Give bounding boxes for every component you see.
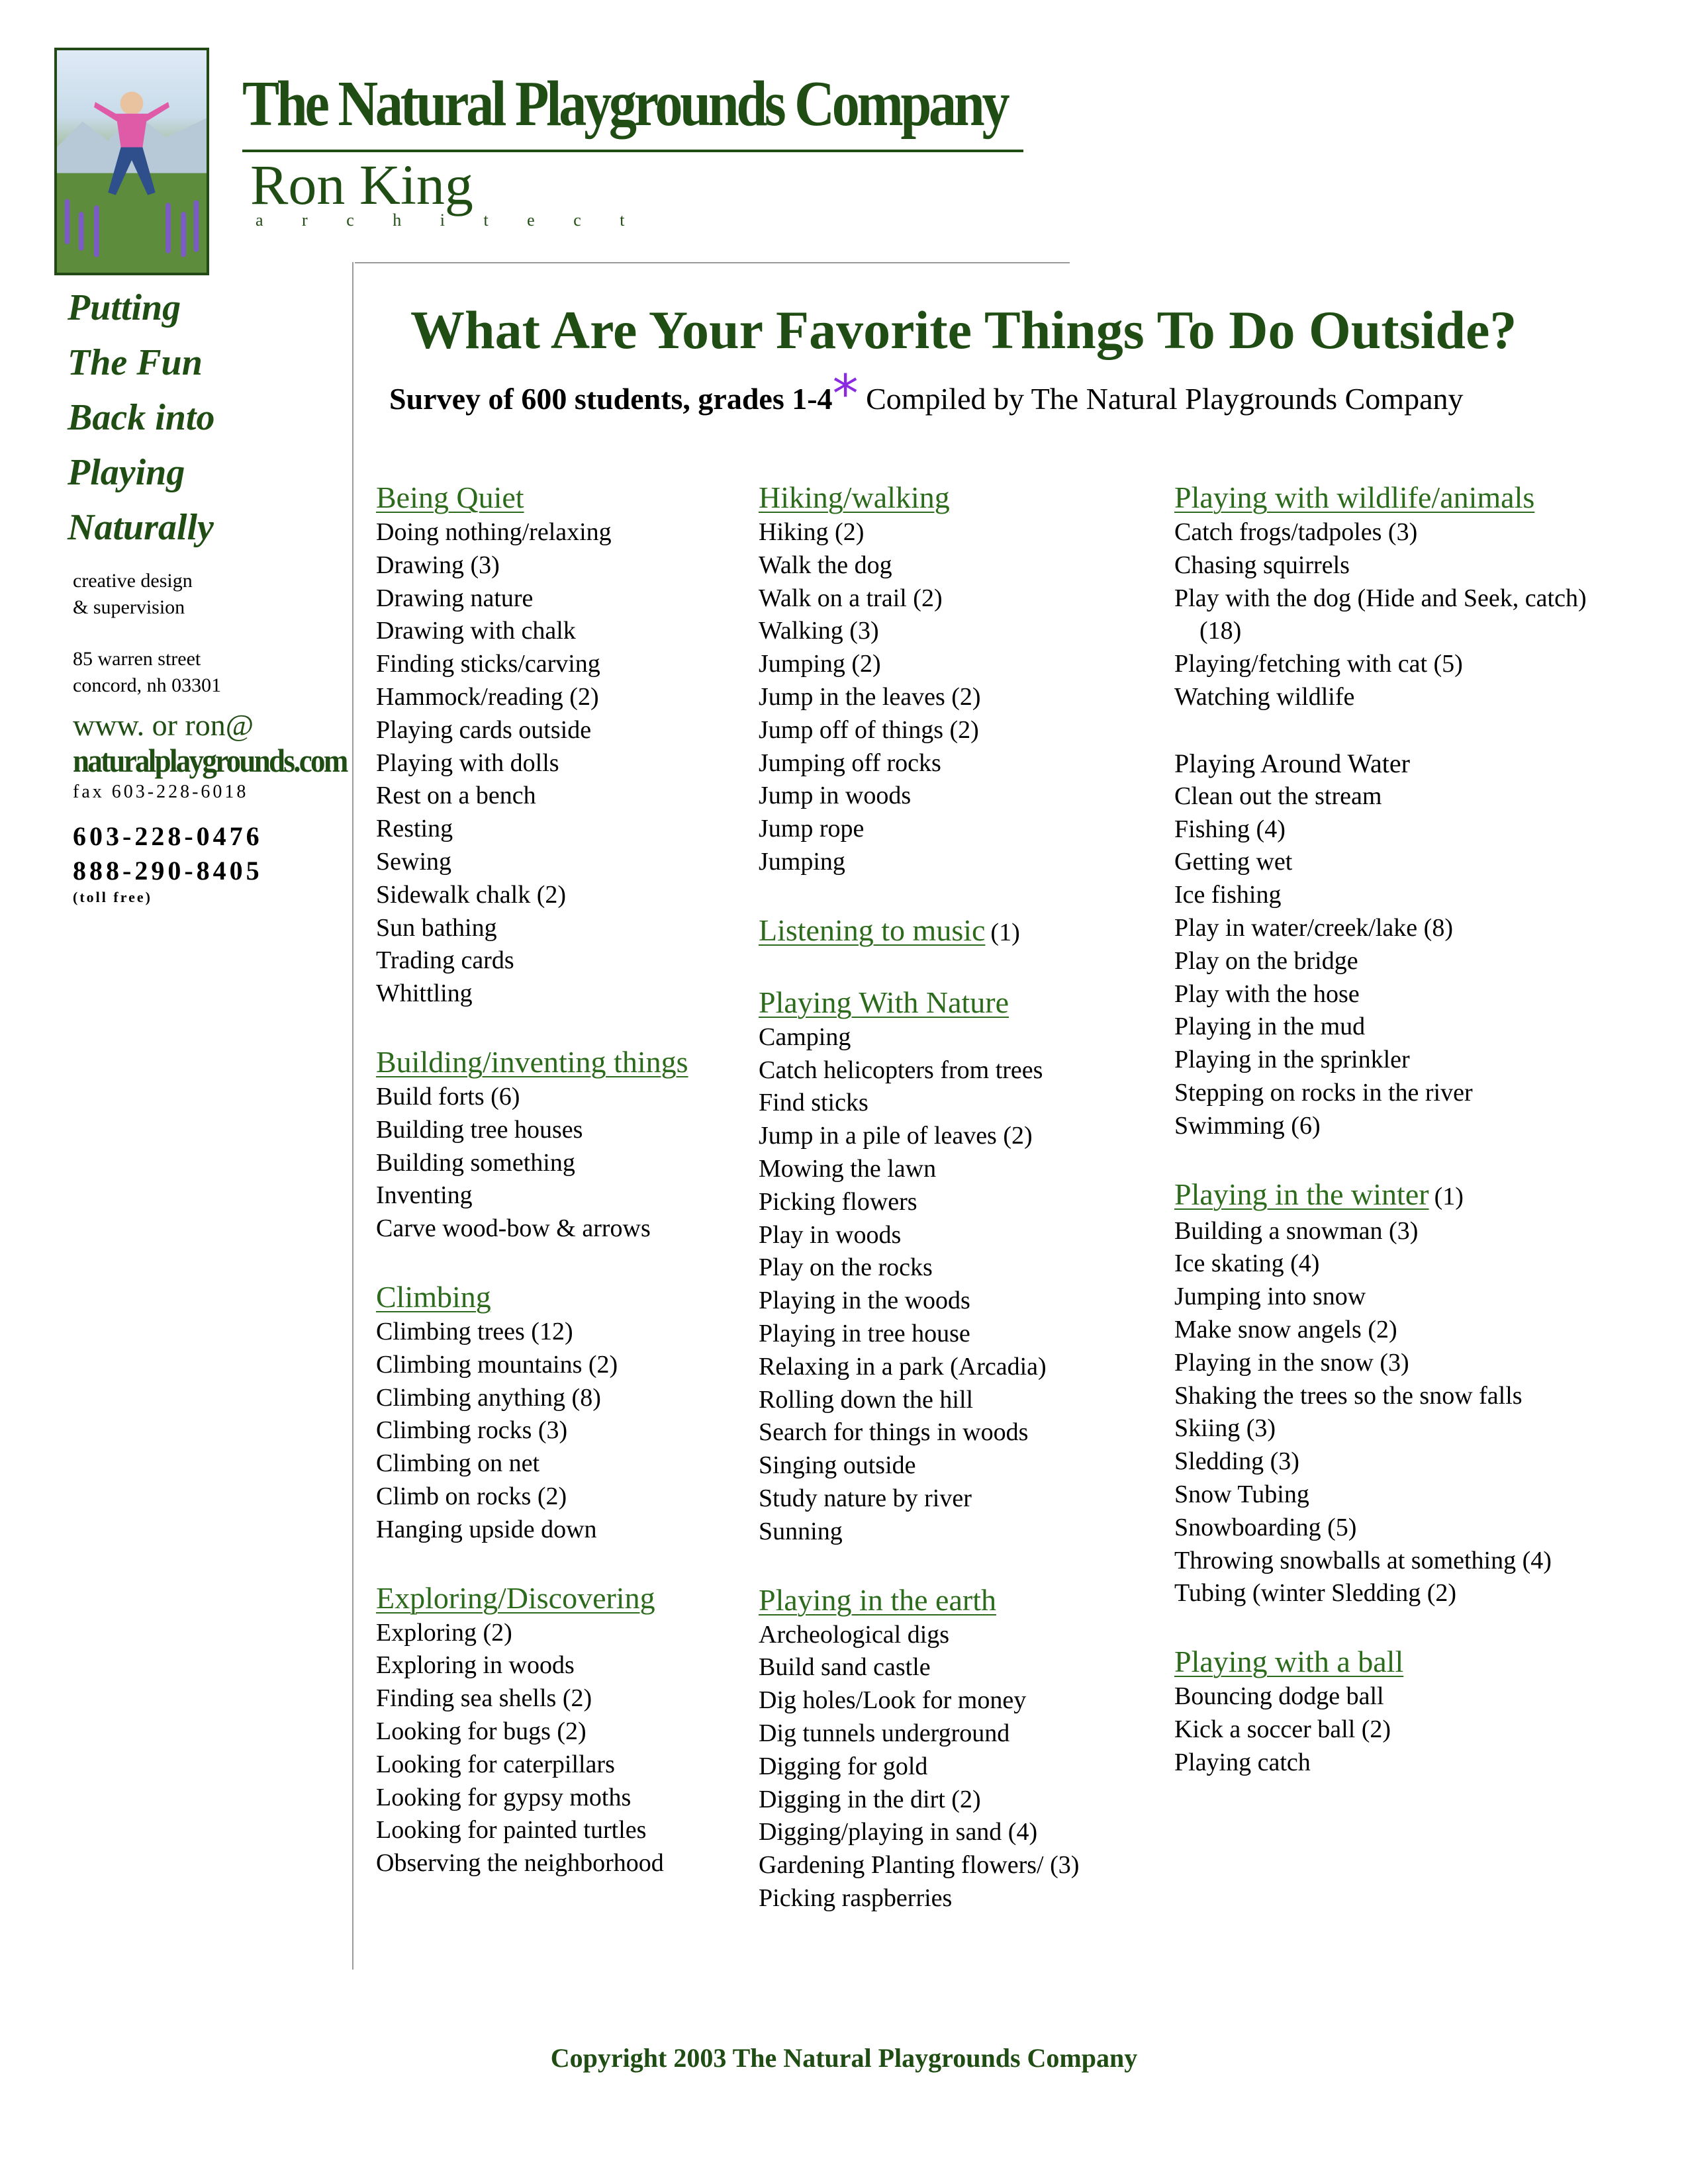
list-item: Play with the hose bbox=[1174, 979, 1360, 1008]
category bbox=[376, 1044, 688, 1246]
category-title: Being Quiet bbox=[376, 480, 524, 514]
list-item: Playing catch bbox=[1174, 1748, 1311, 1776]
list-item: Exploring in woods bbox=[376, 1651, 575, 1680]
list-item: Building a snowman (3) bbox=[1174, 1216, 1419, 1245]
category bbox=[376, 1580, 688, 1880]
category bbox=[376, 1279, 688, 1547]
list-item: Dig holes/Look for money bbox=[759, 1686, 1027, 1715]
page-title: What Are Your Favorite Things To Do Outside? bbox=[410, 300, 1517, 360]
category-heading bbox=[376, 1580, 688, 1617]
page-subtitle bbox=[389, 364, 1464, 426]
list-item: Jump in woods bbox=[759, 782, 912, 810]
company-name: The Natural Playgrounds Company bbox=[242, 68, 1008, 140]
list-item: Finding sticks/carving bbox=[376, 650, 600, 678]
category-title: Playing With Nature bbox=[759, 985, 1009, 1019]
list-item: Playing with dolls bbox=[376, 749, 559, 777]
list-item: Sunning bbox=[759, 1517, 843, 1545]
list-item: Swimming (6) bbox=[1174, 1111, 1321, 1140]
category bbox=[376, 479, 688, 1011]
list-item: Ice fishing bbox=[1174, 881, 1282, 909]
header-rule bbox=[242, 150, 1023, 152]
fax-number: fax 603-228-6018 bbox=[73, 782, 249, 802]
list-item: Sidewalk chalk (2) bbox=[376, 880, 567, 909]
list-item: Trading cards bbox=[376, 946, 514, 975]
address-line: concord, nh 03301 bbox=[73, 674, 222, 696]
category-count: (1) bbox=[1434, 1182, 1464, 1210]
list-item: Picking flowers bbox=[759, 1187, 917, 1216]
list-item: Relaxing in a park (Arcadia) bbox=[759, 1352, 1047, 1381]
category-heading bbox=[759, 984, 1079, 1021]
category bbox=[759, 912, 1079, 951]
tagline bbox=[68, 281, 214, 555]
category-heading bbox=[376, 479, 688, 516]
list-item: Looking for gypsy moths bbox=[376, 1783, 632, 1811]
top-divider bbox=[355, 262, 1070, 263]
person-name: Ron King bbox=[250, 153, 473, 216]
list-item: Looking for painted turtles bbox=[376, 1816, 647, 1844]
list-item: Looking for caterpillars bbox=[376, 1750, 615, 1778]
category-title: Exploring/Discovering bbox=[376, 1580, 655, 1615]
logo-photo bbox=[54, 48, 209, 275]
list-item: Digging/playing in sand (4) bbox=[759, 1818, 1038, 1846]
category bbox=[1174, 1176, 1587, 1611]
list-item: Rolling down the hill bbox=[759, 1385, 974, 1414]
list-item: Rest on a bench bbox=[376, 782, 536, 810]
tagline-line: Back into bbox=[68, 397, 215, 438]
list-item: Search for things in woods bbox=[759, 1418, 1029, 1447]
list-item: Study nature by river bbox=[759, 1484, 972, 1512]
list-item: Tubing (winter Sledding (2) bbox=[1174, 1579, 1457, 1608]
list-item: Climbing mountains (2) bbox=[376, 1350, 618, 1379]
list-item: Play in woods bbox=[759, 1220, 902, 1249]
list-item: Dig tunnels underground bbox=[759, 1719, 1010, 1747]
list-item: Playing in the snow (3) bbox=[1174, 1348, 1409, 1377]
list-item: Fishing (4) bbox=[1174, 815, 1286, 843]
website-domain[interactable]: naturalplaygrounds.com bbox=[73, 742, 347, 779]
category-heading bbox=[1174, 479, 1587, 516]
list-item: Climb on rocks (2) bbox=[376, 1482, 567, 1510]
toll-free-label: (toll free) bbox=[73, 889, 152, 905]
list-item: Catch frogs/tadpoles (3) bbox=[1174, 518, 1418, 546]
list-item: Play on the bridge bbox=[1174, 946, 1358, 975]
list-item: Sledding (3) bbox=[1174, 1447, 1299, 1476]
category bbox=[1174, 1643, 1587, 1779]
services-line: & supervision bbox=[73, 596, 185, 618]
list-item: Build sand castle bbox=[759, 1653, 931, 1682]
category-title: Climbing bbox=[376, 1279, 491, 1314]
list-item: Playing in the sprinkler bbox=[1174, 1046, 1410, 1074]
list-item: Bouncing dodge ball bbox=[1174, 1682, 1384, 1711]
list-item: Skiing (3) bbox=[1174, 1414, 1276, 1443]
tagline-line: Putting bbox=[68, 287, 181, 328]
list-item: Build forts (6) bbox=[376, 1082, 520, 1111]
list-item: Jumping (2) bbox=[759, 650, 881, 678]
category-heading bbox=[1174, 1643, 1587, 1680]
list-item: Digging for gold bbox=[759, 1752, 928, 1780]
list-item: Jump in the leaves (2) bbox=[759, 682, 981, 711]
list-item: Find sticks bbox=[759, 1089, 868, 1117]
list-item: Digging in the dirt (2) bbox=[759, 1785, 981, 1813]
category-heading bbox=[1174, 1176, 1587, 1215]
list-item: Hammock/reading (2) bbox=[376, 682, 599, 711]
list-item: Doing nothing/relaxing bbox=[376, 518, 612, 546]
category-heading bbox=[376, 1279, 688, 1316]
list-item: Playing in tree house bbox=[759, 1319, 970, 1347]
list-item: Climbing rocks (3) bbox=[376, 1416, 568, 1445]
list-item: Drawing nature bbox=[376, 584, 534, 612]
list-item: Getting wet bbox=[1174, 848, 1293, 876]
list-item: Jump in a pile of leaves (2) bbox=[759, 1122, 1033, 1150]
column-1 bbox=[376, 479, 688, 1913]
category-heading bbox=[759, 912, 1079, 951]
list-item: (18) bbox=[1199, 617, 1242, 645]
website-line[interactable]: www. or ron@ bbox=[73, 708, 254, 742]
list-item: Playing cards outside bbox=[376, 715, 592, 744]
list-item: Walk on a trail (2) bbox=[759, 584, 943, 612]
list-item: Resting bbox=[376, 815, 453, 843]
list-item: Exploring (2) bbox=[376, 1618, 512, 1647]
list-item: Jumping off rocks bbox=[759, 749, 941, 777]
list-item: Snowboarding (5) bbox=[1174, 1513, 1357, 1541]
list-item: Make snow angels (2) bbox=[1174, 1315, 1397, 1343]
list-item: Jumping into snow bbox=[1174, 1283, 1366, 1311]
list-item: Clean out the stream bbox=[1174, 782, 1382, 810]
category bbox=[759, 984, 1079, 1549]
list-item: Throwing snowballs at something (4) bbox=[1174, 1546, 1552, 1574]
category-heading bbox=[759, 1582, 1079, 1619]
list-item: Ice skating (4) bbox=[1174, 1250, 1320, 1278]
list-item: Jumping bbox=[759, 847, 845, 876]
list-item: Playing/fetching with cat (5) bbox=[1174, 650, 1463, 678]
list-item: Carve wood-bow & arrows bbox=[376, 1214, 651, 1243]
tagline-line: The Fun bbox=[68, 342, 203, 383]
category-title: Playing with a ball bbox=[1174, 1645, 1404, 1679]
category-heading bbox=[376, 1044, 688, 1081]
list-item: Singing outside bbox=[759, 1451, 916, 1480]
person-role: a r c h i t e c t bbox=[256, 210, 642, 230]
category-title: Playing Around Water bbox=[1174, 748, 1410, 778]
category-title: Playing in the earth bbox=[759, 1582, 996, 1617]
list-item: Observing the neighborhood bbox=[376, 1849, 664, 1878]
asterisk-icon: * bbox=[832, 365, 859, 424]
category-heading bbox=[759, 479, 1079, 516]
tagline-line: Naturally bbox=[68, 507, 214, 548]
left-divider bbox=[352, 262, 353, 1970]
list-item: Archeological digs bbox=[759, 1620, 950, 1649]
list-item: Whittling bbox=[376, 979, 473, 1008]
list-item: Play on the rocks bbox=[759, 1253, 933, 1282]
list-item: Climbing trees (12) bbox=[376, 1317, 573, 1345]
survey-description: Survey of 600 students, grades 1-4 bbox=[389, 382, 833, 416]
phone-number: 603-228-0476 bbox=[73, 821, 263, 851]
list-item: Jump off of things (2) bbox=[759, 715, 979, 744]
list-item: Climbing on net bbox=[376, 1449, 539, 1478]
list-item: Sun bathing bbox=[376, 913, 497, 942]
category-title: Playing with wildlife/animals bbox=[1174, 480, 1535, 514]
list-item: Building something bbox=[376, 1148, 575, 1177]
category-title: Hiking/walking bbox=[759, 480, 950, 514]
list-item: Mowing the lawn bbox=[759, 1154, 937, 1183]
category-heading bbox=[1174, 747, 1587, 780]
list-item: Playing in the mud bbox=[1174, 1013, 1366, 1041]
copyright: Copyright 2003 The Natural Playgrounds Company bbox=[550, 2043, 1138, 2073]
category-count: (1) bbox=[990, 918, 1020, 946]
list-item: Shaking the trees so the snow falls bbox=[1174, 1381, 1523, 1410]
column-3 bbox=[1174, 479, 1587, 1813]
category bbox=[1174, 747, 1587, 1143]
category-title: Playing in the winter bbox=[1174, 1177, 1429, 1211]
list-item: Play in water/creek/lake (8) bbox=[1174, 913, 1453, 942]
tagline-line: Playing bbox=[68, 452, 185, 493]
list-item: Building tree houses bbox=[376, 1115, 583, 1144]
list-item: Inventing bbox=[376, 1181, 473, 1210]
list-item: Play with the dog (Hide and Seek, catch) bbox=[1174, 584, 1587, 612]
list-item: Walking (3) bbox=[759, 617, 879, 645]
category bbox=[759, 479, 1079, 879]
category bbox=[759, 1582, 1079, 1915]
list-item: Picking raspberries bbox=[759, 1884, 953, 1912]
column-2 bbox=[759, 479, 1079, 1948]
list-item: Watching wildlife bbox=[1174, 682, 1355, 711]
list-item: Walk the dog bbox=[759, 551, 892, 579]
compiled-by: Compiled by The Natural Playgrounds Company bbox=[858, 382, 1464, 416]
list-item: Finding sea shells (2) bbox=[376, 1684, 592, 1713]
category bbox=[1174, 479, 1587, 714]
list-item: Chasing squirrels bbox=[1174, 551, 1350, 579]
list-item: Catch helicopters from trees bbox=[759, 1056, 1043, 1084]
contact-block bbox=[73, 568, 377, 907]
list-item: Drawing with chalk bbox=[376, 617, 576, 645]
list-item: Playing in the woods bbox=[759, 1287, 970, 1315]
services-line: creative design bbox=[73, 570, 193, 592]
list-item: Looking for bugs (2) bbox=[376, 1717, 586, 1745]
list-item: Jump rope bbox=[759, 815, 865, 843]
list-item: Hiking (2) bbox=[759, 518, 865, 546]
phone-number-toll-free: 888-290-8405 bbox=[73, 856, 263, 886]
category-title: Building/inventing things bbox=[376, 1044, 688, 1079]
list-item: Snow Tubing bbox=[1174, 1480, 1309, 1508]
list-item: Sewing bbox=[376, 847, 451, 876]
list-item: Gardening Planting flowers/ (3) bbox=[759, 1851, 1080, 1880]
category-title: Listening to music bbox=[759, 913, 986, 947]
list-item: Hanging upside down bbox=[376, 1515, 597, 1543]
list-item: Drawing (3) bbox=[376, 551, 500, 579]
list-item: Climbing anything (8) bbox=[376, 1383, 601, 1412]
list-item: Camping bbox=[759, 1023, 851, 1051]
list-item: Stepping on rocks in the river bbox=[1174, 1078, 1473, 1107]
address-line: 85 warren street bbox=[73, 648, 201, 670]
list-item: Kick a soccer ball (2) bbox=[1174, 1715, 1391, 1743]
